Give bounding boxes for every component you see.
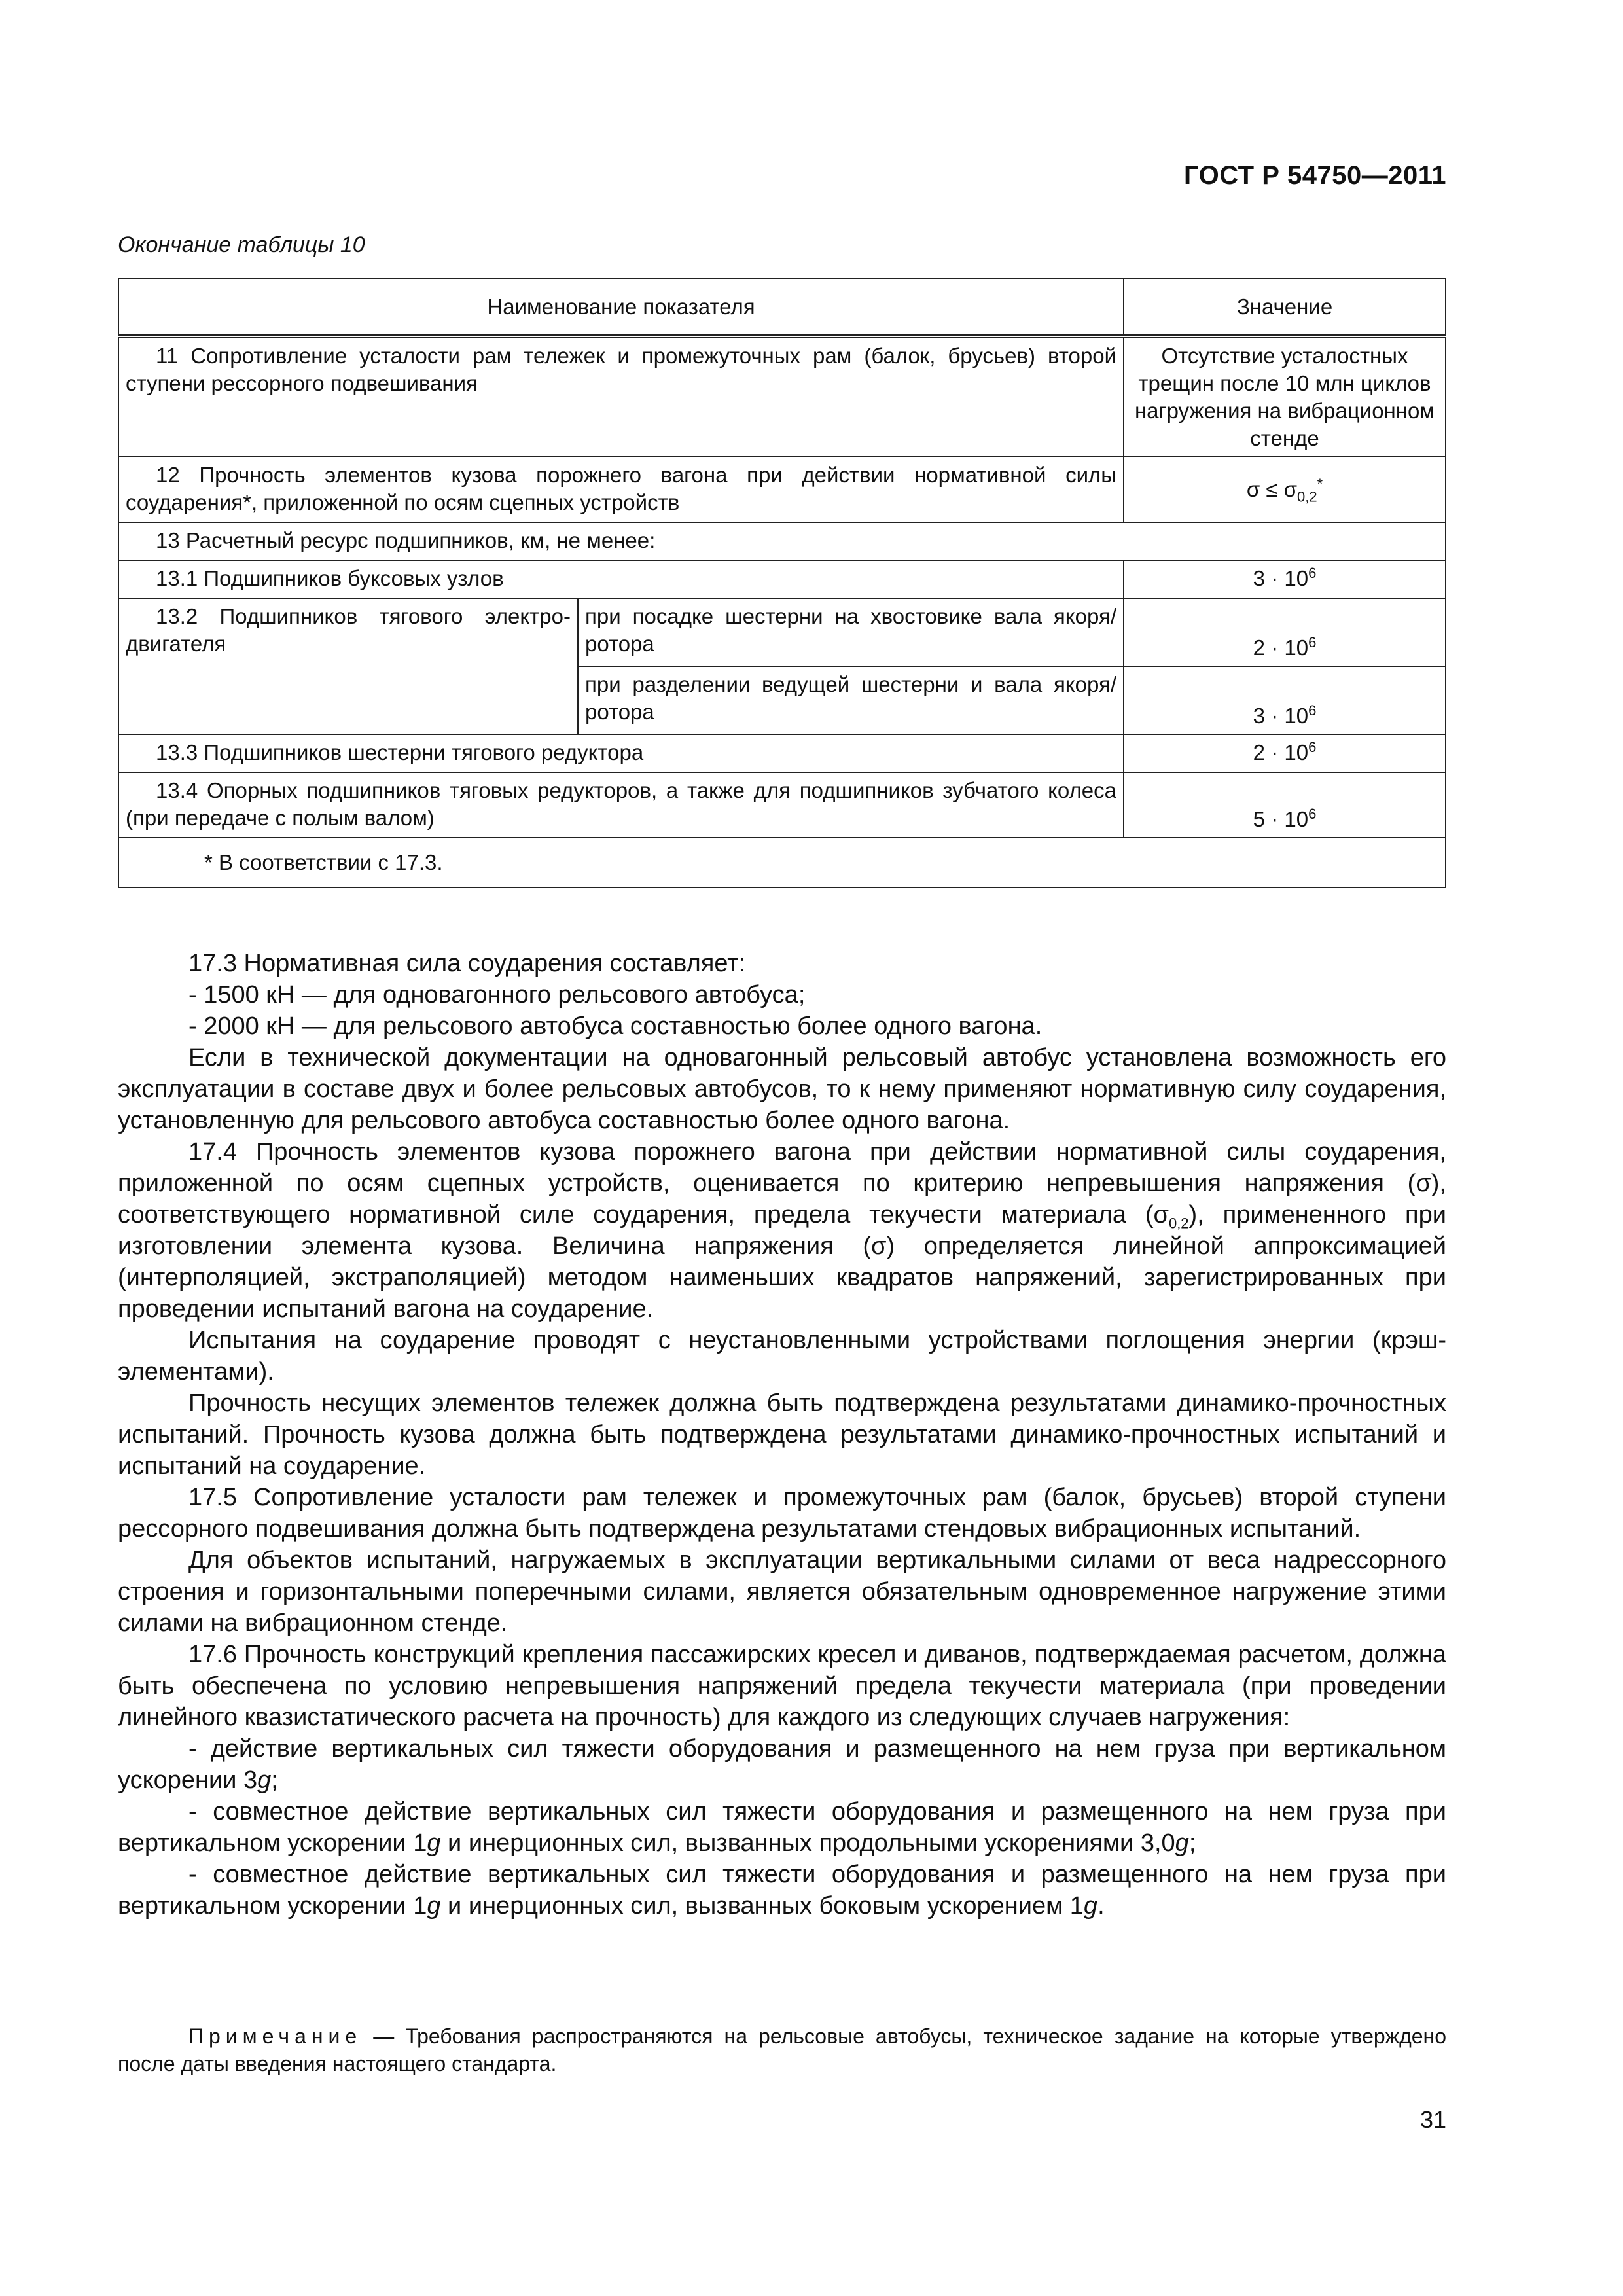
column-header-value: Значение <box>1124 279 1446 336</box>
row-13-3-value <box>1124 734 1446 772</box>
paragraph: Прочность несущих элементов тележек должна быть подтверждена результатами динамико-прочностных испытаний. Прочность кузова должна быть подтверждена результатами динамико-прочностных испытаний и испытаний на соударение. <box>118 1390 1446 1480</box>
sigma-subscript: 0,2 <box>1297 488 1317 505</box>
row-12-name: 12 Прочность элементов кузова порожнего вагона при действии нормативной силы соударения*, приложенной по осям сцепных устройств <box>118 457 1124 522</box>
list-item <box>118 1859 1446 1922</box>
parameters-table <box>118 278 1446 888</box>
note-label: Примечание <box>188 2024 363 2048</box>
g-symbol: g <box>1083 1892 1098 1920</box>
paragraph-text: - совместное действие вертикальных сил тяжести оборудования и размещенного на нем груза при вертикальном ускорении 1 <box>118 1861 1446 1920</box>
paragraph-text: - совместное действие вертикальных сил тяжести оборудования и размещенного на нем груза при вертикальном ускорении 1 <box>118 1798 1446 1857</box>
value-base: 3 · 10 <box>1253 704 1309 728</box>
value-exponent: 6 <box>1308 739 1317 755</box>
sigma-subscript: 0,2 <box>1168 1215 1189 1232</box>
table-row <box>118 457 1446 522</box>
row-11-name: 11 Сопротивление усталости рам тележек и промежуточных рам (балок, брусьев) второй ступени рессорного подвешивания <box>118 336 1124 457</box>
list-item <box>118 1796 1446 1859</box>
table-row <box>118 522 1446 560</box>
paragraph-text: ; <box>271 1767 278 1794</box>
table-row <box>118 336 1446 457</box>
value-exponent: 6 <box>1308 634 1317 651</box>
value-exponent: 6 <box>1308 806 1317 822</box>
row-11-value: Отсутствие усталостных трещин после 10 млн циклов нагружения на вибрационном стенде <box>1124 336 1446 457</box>
table-row <box>118 560 1446 598</box>
row-13-2-name: 13.2 Подшипников тягового электро-двигателя <box>118 598 578 734</box>
table-row <box>118 598 1446 666</box>
value-base: 2 · 10 <box>1253 740 1309 764</box>
value-exponent: 6 <box>1308 702 1317 719</box>
page-number: 31 <box>1419 2106 1446 2133</box>
g-symbol: g <box>257 1767 272 1794</box>
row-13-2b-value <box>1124 666 1446 734</box>
paragraph-text: . <box>1097 1892 1105 1920</box>
row-13-1-value <box>1124 560 1446 598</box>
document-code: ГОСТ Р 54750—2011 <box>1184 161 1446 190</box>
paragraph-17-6: 17.6 Прочность конструкций крепления пассажирских кресел и диванов, подтверждаемая расчетом, должна быть обеспечена по условию непревышения напряжений предела текучести материала (при проведении линейного квазистатического расчета на прочность) для каждого из следующих случаев нагружения: <box>118 1641 1446 1731</box>
row-13-2a-condition: при посадке шестерни на хвостовике вала якоря/ротора <box>578 598 1124 666</box>
row-13-2a-value <box>1124 598 1446 666</box>
paragraph-text: - действие вертикальных сил тяжести оборудования и размещенного на нем груза при вертикальном ускорении 3 <box>118 1735 1446 1794</box>
row-13-4-name: 13.4 Опорных подшипников тяговых редукторов, а также для подшипников зубчатого колеса (при передаче с полым валом) <box>118 772 1124 838</box>
list-item: - 2000 кН — для рельсового автобуса составностью более одного вагона. <box>188 1013 1043 1040</box>
table-caption: Окончание таблицы 10 <box>118 232 365 257</box>
table-row <box>118 772 1446 838</box>
body-text <box>118 948 1446 1922</box>
row-13-3-name: 13.3 Подшипников шестерни тягового редуктора <box>118 734 1124 772</box>
table-header-row <box>118 279 1446 336</box>
row-12-value <box>1124 457 1446 522</box>
list-item <box>118 1733 1446 1796</box>
list-item: - 1500 кН — для одновагонного рельсового автобуса; <box>188 981 806 1009</box>
paragraph: Если в технической документации на одновагонный рельсовый автобус установлена возможность его эксплуатации в составе двух и более рельсовых автобусов, то к нему применяют нормативную силу соударения, установленную для рельсового автобуса составностью более одного вагона. <box>118 1044 1446 1134</box>
paragraph: Для объектов испытаний, нагружаемых в эксплуатации вертикальными силами от веса надрессорного строения и горизонтальными поперечными силами, является обязательным одновременное нагружение этими силами на вибрационном стенде. <box>118 1547 1446 1637</box>
footnote-marker: * <box>1317 476 1323 492</box>
paragraph: Испытания на соударение проводят с неустановленными устройствами поглощения энергии (крэш-элементами). <box>118 1327 1446 1386</box>
row-13-4-value <box>1124 772 1446 838</box>
g-symbol: g <box>1175 1829 1189 1857</box>
paragraph-17-5: 17.5 Сопротивление усталости рам тележек и промежуточных рам (балок, брусьев) второй ступени рессорного подвешивания должна быть подтверждена результатами стендовых вибрационных испытаний. <box>118 1484 1446 1543</box>
paragraph-text: и инерционных сил, вызванных продольными ускорениями 3,0 <box>440 1829 1175 1857</box>
sigma-text: σ ≤ σ <box>1246 477 1298 501</box>
row-13-2b-condition: при разделении ведущей шестерни и вала якоря/ротора <box>578 666 1124 734</box>
paragraph-text: и инерционных сил, вызванных боковым ускорением 1 <box>440 1892 1084 1920</box>
paragraph-text: ; <box>1188 1829 1196 1857</box>
value-base: 3 · 10 <box>1253 566 1309 590</box>
g-symbol: g <box>427 1892 441 1920</box>
note-text: — Требования распространяются на рельсовые автобусы, техническое задание на которые утверждено после даты введения настоящего стандарта. <box>118 2024 1446 2075</box>
paragraph-17-4 <box>118 1136 1446 1325</box>
value-base: 5 · 10 <box>1253 807 1309 831</box>
paragraph-text: ), примененного при изготовлении элемента кузова. Величина напряжения (σ) определяется линейной аппроксимацией (интерполяцией, экстраполяцией) методом наименьших квадратов напряжений, зарегистрированных при проведении испытаний вагона на соударение. <box>118 1201 1446 1323</box>
row-13-name: 13 Расчетный ресурс подшипников, км, не менее: <box>118 522 1446 560</box>
value-exponent: 6 <box>1308 565 1317 581</box>
table-footnote: * В соответствии с 17.3. <box>118 838 1446 888</box>
g-symbol: g <box>427 1829 441 1857</box>
note <box>118 2022 1446 2077</box>
table-row <box>118 734 1446 772</box>
paragraph-17-3: 17.3 Нормативная сила соударения составляет: <box>188 950 746 977</box>
row-13-1-name: 13.1 Подшипников буксовых узлов <box>118 560 1124 598</box>
paragraph-text: 17.4 Прочность элементов кузова порожнего вагона при действии нормативной силы соударения, приложенной по осям сцепных устройств, оценивается по критерию непревышения напряжения (σ), соответствующего нормативной силе соударения, предела текучести материала (σ <box>118 1138 1446 1229</box>
table-footnote-row <box>118 838 1446 888</box>
column-header-name: Наименование показателя <box>118 279 1124 336</box>
value-base: 2 · 10 <box>1253 636 1309 660</box>
